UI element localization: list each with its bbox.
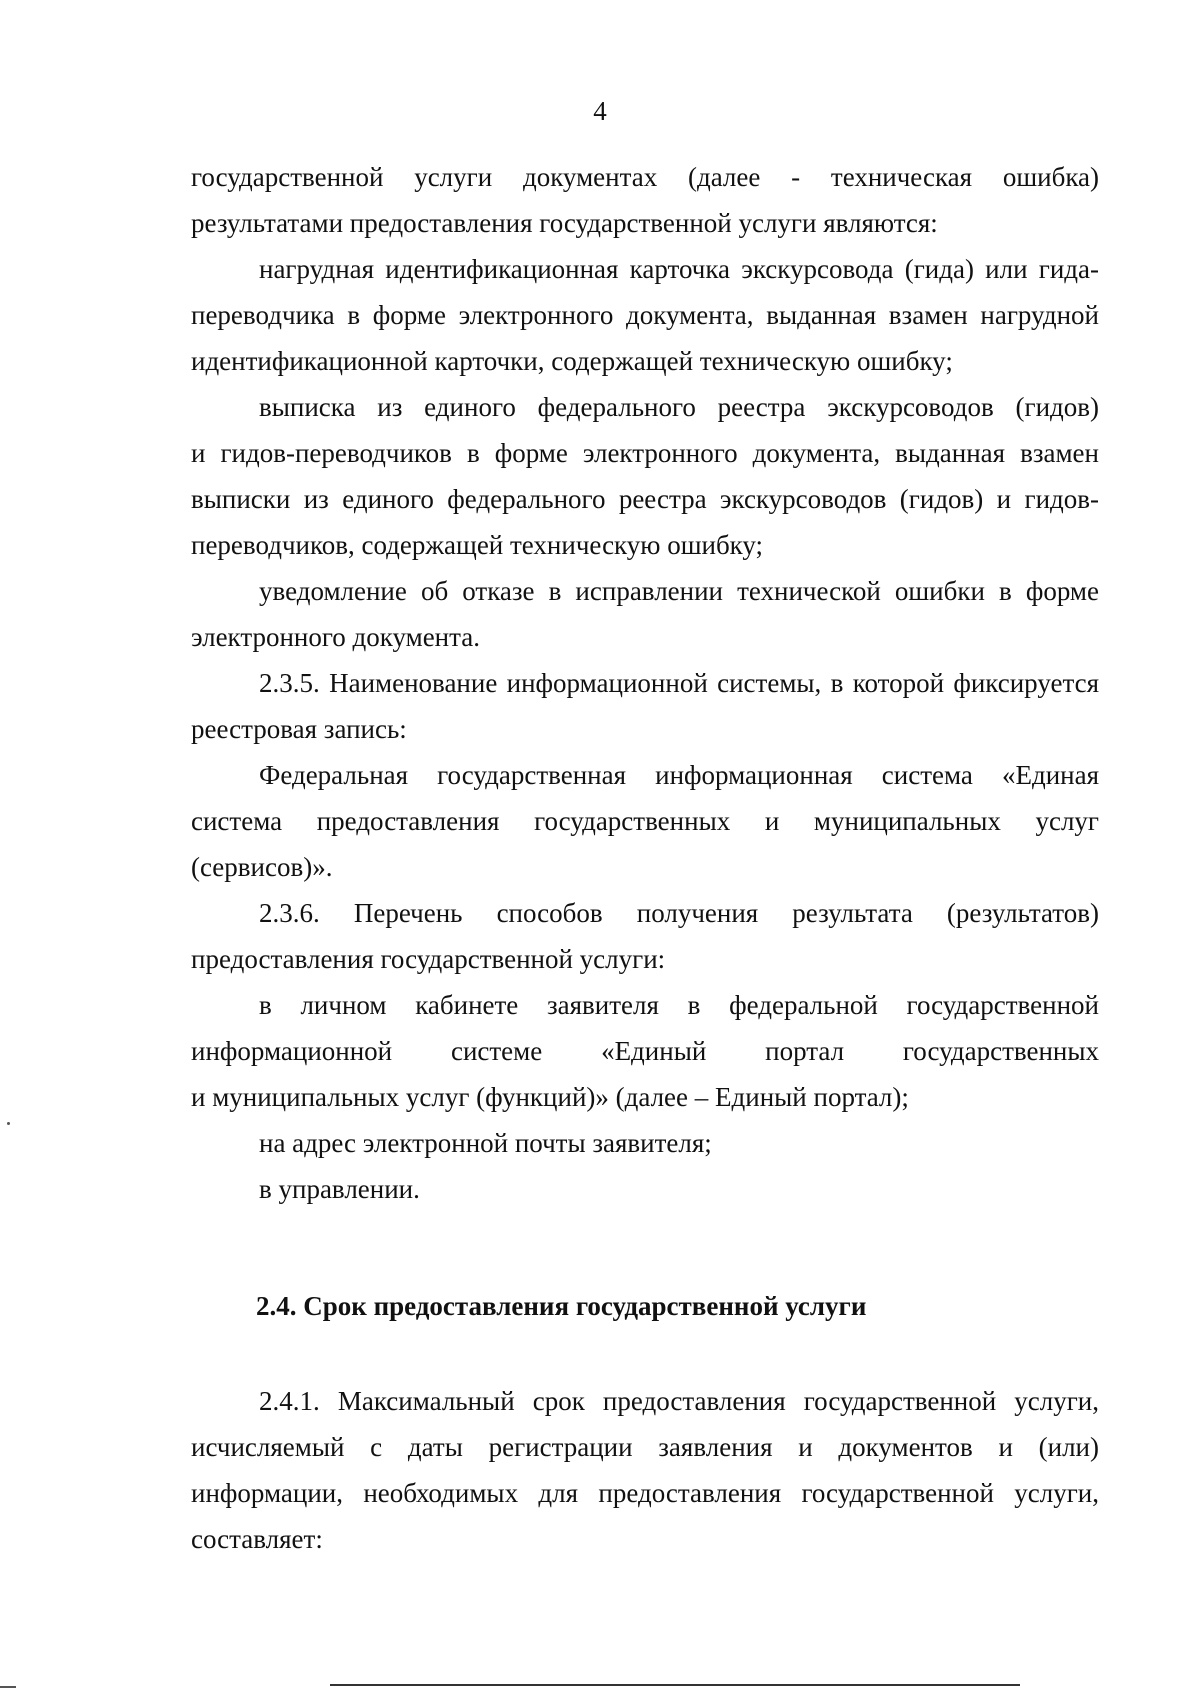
body-text	[191, 154, 1099, 1212]
text-line: и муниципальных услуг (функций)» (далее – Единый портал);	[191, 1082, 909, 1112]
text-line: исчисляемый с даты регистрации заявления и документов и (или)	[191, 1432, 1099, 1462]
scan-artifact-dot	[7, 1122, 10, 1125]
text-line: выписка из единого федерального реестра экскурсоводов (гидов)	[259, 392, 1099, 422]
text-line: государственной услуги документах (далее - техническая ошибка)	[191, 162, 1099, 192]
text-line: на адрес электронной почты заявителя;	[259, 1128, 712, 1158]
text-line: переводчиков, содержащей техническую ошибку;	[191, 530, 764, 560]
section-heading: 2.4. Срок предоставления государственной услуги	[256, 1291, 867, 1321]
text-line: Федеральная государственная информационная система «Единая	[259, 760, 1099, 790]
text-line: (сервисов)».	[191, 852, 333, 882]
text-line: результатами предоставления государственной услуги являются:	[191, 208, 938, 238]
text-line: электронного документа.	[191, 622, 480, 652]
body-text-section-2-4	[191, 1378, 1099, 1562]
text-line: 2.4.1. Максимальный срок предоставления государственной услуги,	[259, 1386, 1099, 1416]
text-line: идентификационной карточки, содержащей техническую ошибку;	[191, 346, 953, 376]
page-number: 4	[593, 96, 607, 126]
text-line: реестровая запись:	[191, 714, 407, 744]
text-line: 2.3.6. Перечень способов получения результата (результатов)	[259, 898, 1099, 928]
text-line: 2.3.5. Наименование информационной системы, в которой фиксируется	[259, 668, 1099, 698]
text-line: составляет:	[191, 1524, 323, 1554]
footer-rule	[330, 1684, 1020, 1686]
text-line: и гидов-переводчиков в форме электронного документа, выданная взамен	[191, 438, 1099, 468]
text-line: информации, необходимых для предоставления государственной услуги,	[191, 1478, 1099, 1508]
text-line: система предоставления государственных и муниципальных услуг	[191, 806, 1099, 836]
text-line: предоставления государственной услуги:	[191, 944, 666, 974]
text-line: уведомление об отказе в исправлении технической ошибки в форме	[259, 576, 1099, 606]
text-line: информационной системе «Единый портал государственных	[191, 1036, 1099, 1066]
text-line: выписки из единого федерального реестра экскурсоводов (гидов) и гидов-	[191, 484, 1099, 514]
text-line: нагрудная идентификационная карточка экскурсовода (гида) или гида-	[259, 254, 1099, 284]
text-line: переводчика в форме электронного документа, выданная взамен нагрудной	[191, 300, 1099, 330]
text-line: в управлении.	[259, 1174, 420, 1204]
text-line: в личном кабинете заявителя в федеральной государственной	[259, 990, 1099, 1020]
scan-artifact-mark	[0, 1686, 16, 1688]
